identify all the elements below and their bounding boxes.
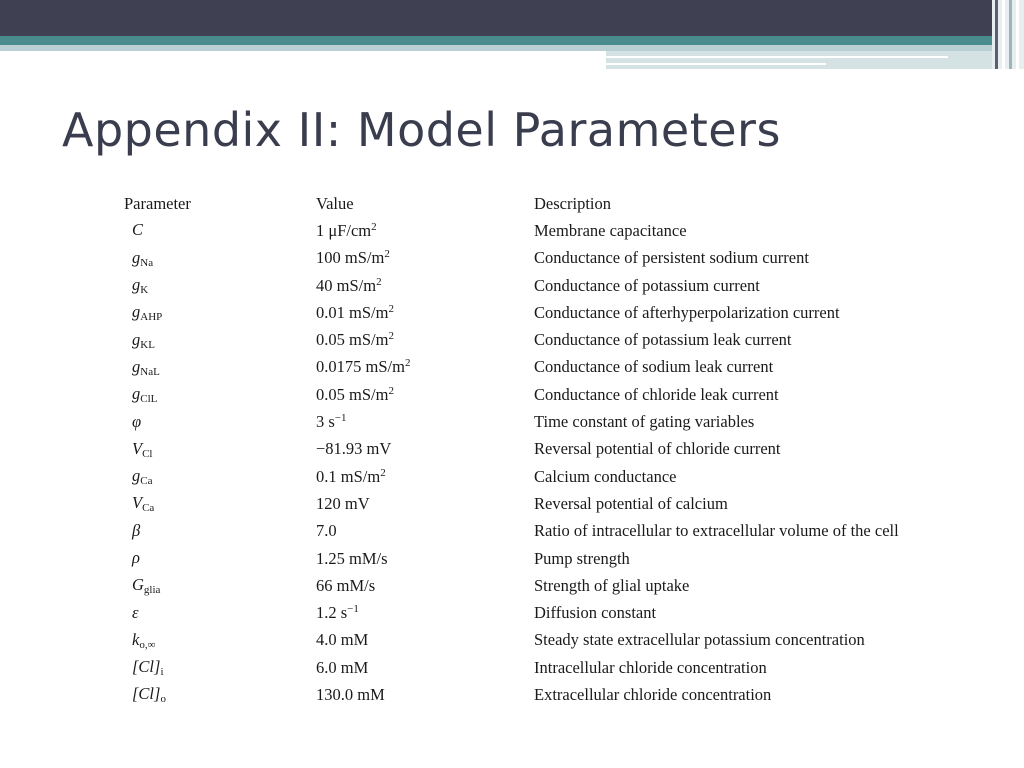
parameter-value-text: 1 μF/cm	[316, 220, 372, 240]
parameter-description: Calcium conductance	[534, 466, 677, 486]
parameter-value	[316, 463, 534, 490]
parameter-symbol	[124, 217, 316, 244]
table-row	[124, 354, 899, 381]
parameter-symbol	[124, 681, 316, 708]
parameter-description: Conductance of chloride leak current	[534, 384, 779, 404]
parameter-value	[316, 381, 534, 408]
parameter-value-text: 66 mM/s	[316, 575, 376, 595]
parameter-symbol-subscript: Na	[140, 256, 154, 269]
parameter-value-text: 40 mS/m	[316, 275, 377, 295]
table-row	[124, 381, 899, 408]
column-header-description: Description	[534, 193, 611, 213]
parameter-description: Conductance of afterhyperpolarization current	[534, 302, 840, 322]
table-row	[124, 436, 899, 463]
table-row	[124, 681, 899, 708]
parameter-symbol	[124, 545, 316, 572]
parameter-symbol	[124, 326, 316, 353]
column-header-value: Value	[316, 193, 354, 213]
parameter-table	[124, 190, 899, 709]
parameter-symbol-main: g	[132, 466, 141, 486]
parameter-symbol-subscript: KL	[140, 338, 155, 351]
parameter-value-text: 7.0	[316, 521, 337, 541]
parameter-symbol	[124, 463, 316, 490]
parameter-description: Reversal potential of calcium	[534, 493, 728, 513]
parameter-value	[316, 217, 534, 244]
parameter-description: Ratio of intracellular to extracellular volume of the cell	[534, 521, 899, 541]
parameter-symbol-main: g	[132, 302, 141, 322]
parameter-symbol	[124, 354, 316, 381]
parameter-value	[316, 299, 534, 326]
parameter-symbol-main: g	[132, 275, 141, 295]
slide-title: Appendix II: Model Parameters	[62, 103, 781, 157]
header-decoration-line	[606, 63, 826, 65]
parameter-symbol-subscript: AHP	[140, 311, 163, 324]
parameter-value-text: 130.0 mM	[316, 684, 385, 704]
parameter-value	[316, 572, 534, 599]
column-header-parameter: Parameter	[124, 193, 191, 213]
parameter-value-text: 0.01 mS/m	[316, 302, 389, 322]
parameter-symbol-main: [Cl]	[132, 684, 161, 704]
parameter-value-superscript: 2	[388, 302, 394, 315]
parameter-symbol-main: g	[132, 329, 141, 349]
table-row	[124, 490, 899, 517]
parameter-value	[316, 354, 534, 381]
parameter-value-text: 100 mS/m	[316, 248, 385, 268]
parameter-symbol	[124, 490, 316, 517]
parameter-value-superscript: 2	[404, 357, 411, 370]
parameter-symbol-subscript: ClL	[140, 393, 158, 406]
parameter-symbol	[124, 572, 316, 599]
parameter-symbol	[124, 436, 316, 463]
parameter-description: Conductance of potassium current	[534, 275, 760, 295]
parameter-description: Conductance of persistent sodium current	[534, 248, 809, 268]
parameter-value	[316, 518, 534, 545]
parameter-value-text: 4.0 mM	[316, 630, 369, 650]
parameter-symbol	[124, 627, 316, 654]
parameter-value-text: 3 s	[316, 412, 335, 432]
table-row	[124, 272, 899, 299]
parameter-symbol	[124, 518, 316, 545]
parameter-value-text: 6.0 mM	[316, 657, 369, 677]
parameter-description: Reversal potential of chloride current	[534, 439, 781, 459]
parameter-description: Conductance of sodium leak current	[534, 357, 774, 377]
header-band-dark	[0, 0, 1024, 36]
table-row	[124, 572, 899, 599]
table-row	[124, 654, 899, 681]
parameter-symbol-main: g	[132, 247, 141, 267]
parameter-symbol-main: g	[132, 384, 141, 404]
parameter-value-superscript: 2	[380, 466, 386, 479]
parameter-symbol-main: V	[132, 438, 143, 458]
parameter-value	[316, 490, 534, 517]
parameter-value-superscript: −1	[347, 603, 359, 616]
parameter-symbol-main: V	[132, 493, 143, 513]
parameter-symbol-main: g	[132, 356, 141, 376]
parameter-symbol-main: [Cl]	[132, 657, 161, 677]
table-row	[124, 299, 899, 326]
parameter-description: Time constant of gating variables	[534, 412, 755, 432]
parameter-symbol	[124, 245, 316, 272]
parameter-value-superscript: 2	[371, 220, 377, 233]
parameter-value-superscript: 2	[388, 330, 394, 343]
parameter-symbol-subscript: o	[160, 693, 166, 706]
parameter-symbol	[124, 654, 316, 681]
parameter-value	[316, 245, 534, 272]
parameter-value	[316, 681, 534, 708]
parameter-symbol-subscript: glia	[143, 584, 161, 597]
parameter-description: Strength of glial uptake	[534, 575, 690, 595]
parameter-value	[316, 272, 534, 299]
parameter-symbol	[124, 599, 316, 626]
parameter-symbol-subscript: Ca	[140, 475, 153, 488]
header-decoration-bars	[992, 0, 1024, 69]
table-row	[124, 518, 899, 545]
table-row	[124, 245, 899, 272]
parameter-symbol-subscript: i	[160, 666, 164, 679]
parameter-value-text: 1.2 s	[316, 603, 348, 623]
parameter-symbol	[124, 408, 316, 435]
parameter-symbol	[124, 381, 316, 408]
parameter-symbol-main: ρ	[132, 548, 140, 567]
parameter-symbol-main: ε	[132, 602, 139, 622]
parameter-symbol-subscript: Cl	[142, 447, 153, 460]
parameter-description: Conductance of potassium leak current	[534, 330, 792, 350]
parameter-value	[316, 408, 534, 435]
table-body	[124, 217, 899, 708]
parameter-description: Diffusion constant	[534, 603, 657, 623]
parameter-value-text: −81.93 mV	[316, 439, 392, 459]
parameter-value	[316, 599, 534, 626]
parameter-value	[316, 326, 534, 353]
table-row	[124, 326, 899, 353]
parameter-symbol-main: β	[132, 520, 141, 540]
parameter-symbol-subscript: K	[140, 284, 149, 297]
parameter-value-superscript: 2	[384, 248, 390, 261]
parameter-symbol-subscript: NaL	[140, 365, 160, 378]
parameter-symbol-main: k	[132, 629, 140, 649]
parameter-description: Pump strength	[534, 548, 630, 568]
table-row	[124, 217, 899, 244]
header-decoration-line	[606, 56, 948, 58]
parameter-symbol-main: C	[132, 220, 144, 240]
table-header-row	[124, 190, 899, 217]
parameter-value	[316, 627, 534, 654]
parameter-value	[316, 545, 534, 572]
table-row	[124, 627, 899, 654]
parameter-symbol-subscript: o,∞	[139, 638, 156, 651]
parameter-description: Extracellular chloride concentration	[534, 684, 772, 704]
parameter-value-text: 1.25 mM/s	[316, 548, 388, 568]
parameter-value-text: 0.1 mS/m	[316, 466, 381, 486]
parameter-symbol-subscript: Ca	[142, 502, 155, 515]
header-band-teal	[0, 36, 1024, 45]
header-decoration-box	[606, 51, 1024, 69]
parameter-symbol	[124, 299, 316, 326]
parameter-value-superscript: 2	[376, 275, 382, 288]
parameter-value-text: 120 mV	[316, 493, 370, 513]
parameter-description: Intracellular chloride concentration	[534, 657, 767, 677]
parameter-symbol	[124, 272, 316, 299]
parameter-description: Membrane capacitance	[534, 220, 687, 240]
parameter-symbol-main: φ	[132, 411, 142, 431]
parameter-value-text: 0.05 mS/m	[316, 330, 389, 350]
parameter-symbol-main: G	[132, 575, 144, 595]
parameter-value	[316, 654, 534, 681]
table-row	[124, 408, 899, 435]
parameter-value-superscript: −1	[334, 412, 347, 425]
table-row	[124, 463, 899, 490]
parameter-description: Steady state extracellular potassium concentration	[534, 630, 865, 650]
parameter-value	[316, 436, 534, 463]
parameter-value-text: 0.0175 mS/m	[316, 357, 405, 377]
table-row	[124, 599, 899, 626]
table-row	[124, 545, 899, 572]
parameter-value-text: 0.05 mS/m	[316, 384, 389, 404]
parameter-value-superscript: 2	[388, 384, 394, 397]
